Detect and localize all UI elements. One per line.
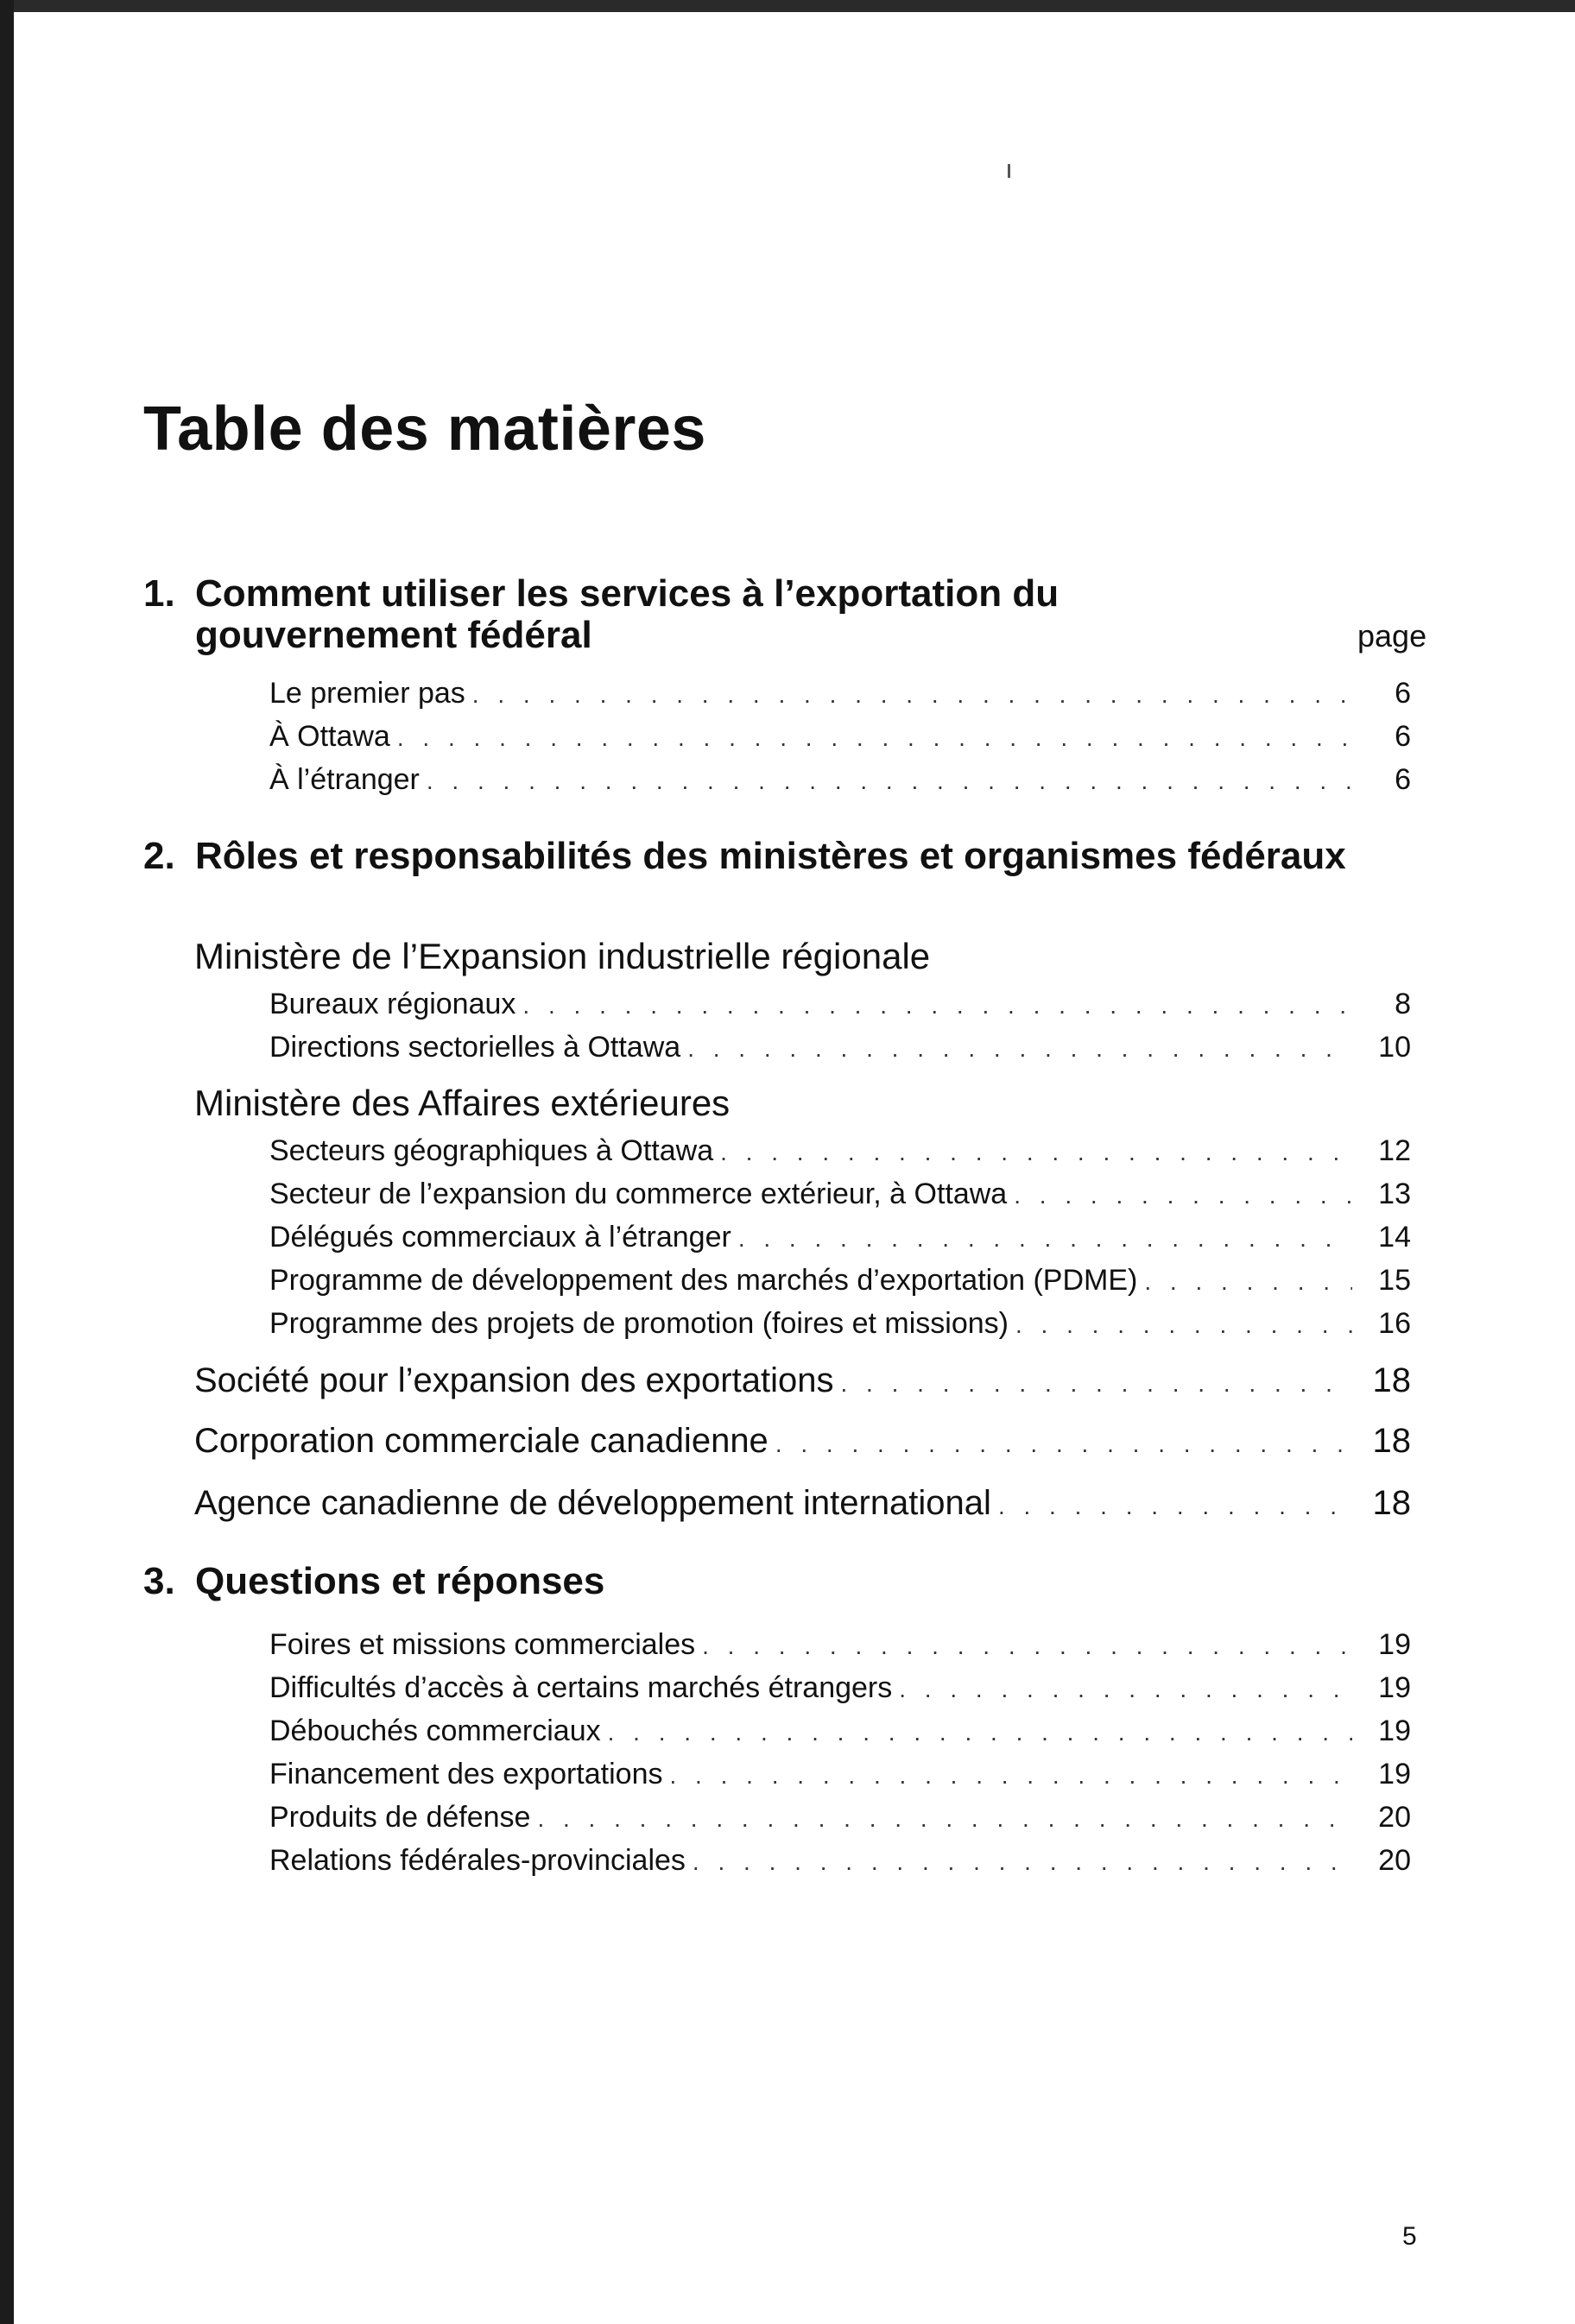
toc-entry-page: 18 (1372, 1361, 1411, 1399)
section-number: 3. (143, 1560, 175, 1602)
toc-entry-page: 19 (1378, 1758, 1411, 1790)
dot-leader (998, 1487, 1352, 1526)
toc-entry-label: Directions sectorielles à Ottawa (269, 1031, 681, 1064)
dot-leader (687, 1029, 1352, 1069)
toc-entry-label: Secteurs géographiques à Ottawa (269, 1134, 714, 1167)
toc-entry-page: 20 (1378, 1844, 1411, 1877)
toc-entry[interactable] (269, 1754, 1411, 1794)
scan-mark (1008, 164, 1010, 178)
dot-leader (537, 1799, 1352, 1839)
toc-entry-page: 18 (1372, 1484, 1411, 1522)
toc-entry-label: À Ottawa (269, 720, 390, 753)
dot-leader (397, 718, 1352, 758)
toc-entry[interactable] (269, 1174, 1411, 1214)
toc-entry-page: 10 (1378, 1031, 1411, 1064)
toc-entry-label: Société pour l’expansion des exportations (194, 1361, 834, 1399)
toc-entry-page: 14 (1378, 1221, 1411, 1254)
toc-entry[interactable] (269, 1711, 1411, 1751)
page-title: Table des matières (143, 395, 706, 464)
toc-entry[interactable] (269, 1841, 1411, 1880)
toc-entry-page: 6 (1395, 677, 1411, 710)
dot-leader (720, 1133, 1352, 1172)
dot-leader (522, 986, 1352, 1026)
dot-leader (427, 761, 1352, 801)
scan-top-border (0, 0, 1575, 12)
dot-leader (1144, 1262, 1352, 1302)
ministry-heading: Ministère de l’Expansion industrielle régionale (194, 936, 931, 976)
toc-entry-page: 12 (1378, 1134, 1411, 1167)
ministry-heading: Ministère des Affaires extérieures (194, 1083, 731, 1123)
toc-entry-page: 13 (1378, 1178, 1411, 1210)
dot-leader (840, 1364, 1352, 1404)
toc-entry[interactable] (269, 673, 1411, 713)
dot-leader (608, 1713, 1352, 1752)
toc-entry[interactable] (269, 984, 1411, 1024)
toc-entry[interactable] (269, 1217, 1411, 1257)
toc-entry-label: Délégués commerciaux à l’étranger (269, 1221, 731, 1254)
section-number: 2. (143, 835, 175, 877)
toc-entry[interactable] (269, 1304, 1411, 1343)
section-1-title (143, 573, 1257, 656)
section-3-title (143, 1561, 1257, 1602)
toc-entry-label: Programme de développement des marchés d’exportation (PDME) (269, 1264, 1138, 1297)
page-column-label: page (1357, 618, 1427, 654)
dot-leader (738, 1219, 1352, 1259)
page-number: 5 (1402, 2222, 1417, 2251)
scan-left-border (0, 0, 14, 2324)
toc-entry-label: Agence canadienne de développement international (194, 1484, 991, 1522)
toc-entry[interactable] (269, 717, 1411, 756)
toc-main-entry[interactable] (194, 1421, 1411, 1461)
dot-leader (1014, 1176, 1352, 1216)
dot-leader (693, 1842, 1352, 1882)
toc-entry-label: Débouchés commerciaux (269, 1715, 601, 1747)
toc-entry-label: Financement des exportations (269, 1758, 663, 1790)
toc-entry[interactable] (269, 1027, 1411, 1067)
toc-entry-page: 20 (1378, 1801, 1411, 1834)
toc-entry-label: Programme des projets de promotion (foires et missions) (269, 1307, 1009, 1340)
toc-entry[interactable] (269, 1797, 1411, 1837)
toc-entry-label: À l’étranger (269, 763, 420, 796)
toc-main-entry[interactable] (194, 1483, 1411, 1523)
dot-leader (1015, 1305, 1352, 1345)
toc-entry-page: 19 (1378, 1715, 1411, 1747)
toc-entry-label: Relations fédérales-provinciales (269, 1844, 686, 1877)
toc-entry-label: Foires et missions commerciales (269, 1628, 696, 1661)
section-title-text: Questions et réponses (195, 1560, 605, 1602)
toc-entry[interactable] (269, 1260, 1411, 1300)
toc-entry[interactable] (269, 1625, 1411, 1664)
toc-entry-label: Le premier pas (269, 677, 465, 710)
toc-entry-label: Produits de défense (269, 1801, 531, 1834)
dot-leader (702, 1626, 1352, 1666)
toc-entry-page: 19 (1378, 1628, 1411, 1661)
toc-entry-label: Corporation commerciale canadienne (194, 1422, 769, 1460)
dot-leader (669, 1756, 1352, 1796)
toc-entry-page: 8 (1395, 988, 1411, 1020)
dot-leader (472, 675, 1352, 715)
section-number: 1. (143, 572, 175, 615)
toc-entry-page: 16 (1378, 1307, 1411, 1340)
toc-entry-label: Bureaux régionaux (269, 988, 516, 1020)
toc-entry-label: Secteur de l’expansion du commerce extérieur, à Ottawa (269, 1178, 1008, 1210)
toc-entry[interactable] (269, 760, 1411, 799)
toc-entry-page: 18 (1372, 1422, 1411, 1460)
dot-leader (775, 1424, 1352, 1464)
toc-entry-page: 6 (1395, 720, 1411, 753)
section-2-title (143, 836, 1387, 877)
toc-entry-page: 15 (1378, 1264, 1411, 1297)
section-title-text: Comment utiliser les services à l’exportation du gouvernement fédéral (195, 572, 1059, 656)
toc-entry-page: 19 (1378, 1671, 1411, 1704)
toc-entry-page: 6 (1395, 763, 1411, 796)
toc-entry[interactable] (269, 1131, 1411, 1171)
dot-leader (899, 1670, 1352, 1709)
toc-main-entry[interactable] (194, 1361, 1411, 1400)
toc-entry-label: Difficultés d’accès à certains marchés étrangers (269, 1671, 893, 1704)
toc-entry[interactable] (269, 1668, 1411, 1708)
section-title-text: Rôles et responsabilités des ministères et organismes fédéraux (195, 835, 1346, 877)
